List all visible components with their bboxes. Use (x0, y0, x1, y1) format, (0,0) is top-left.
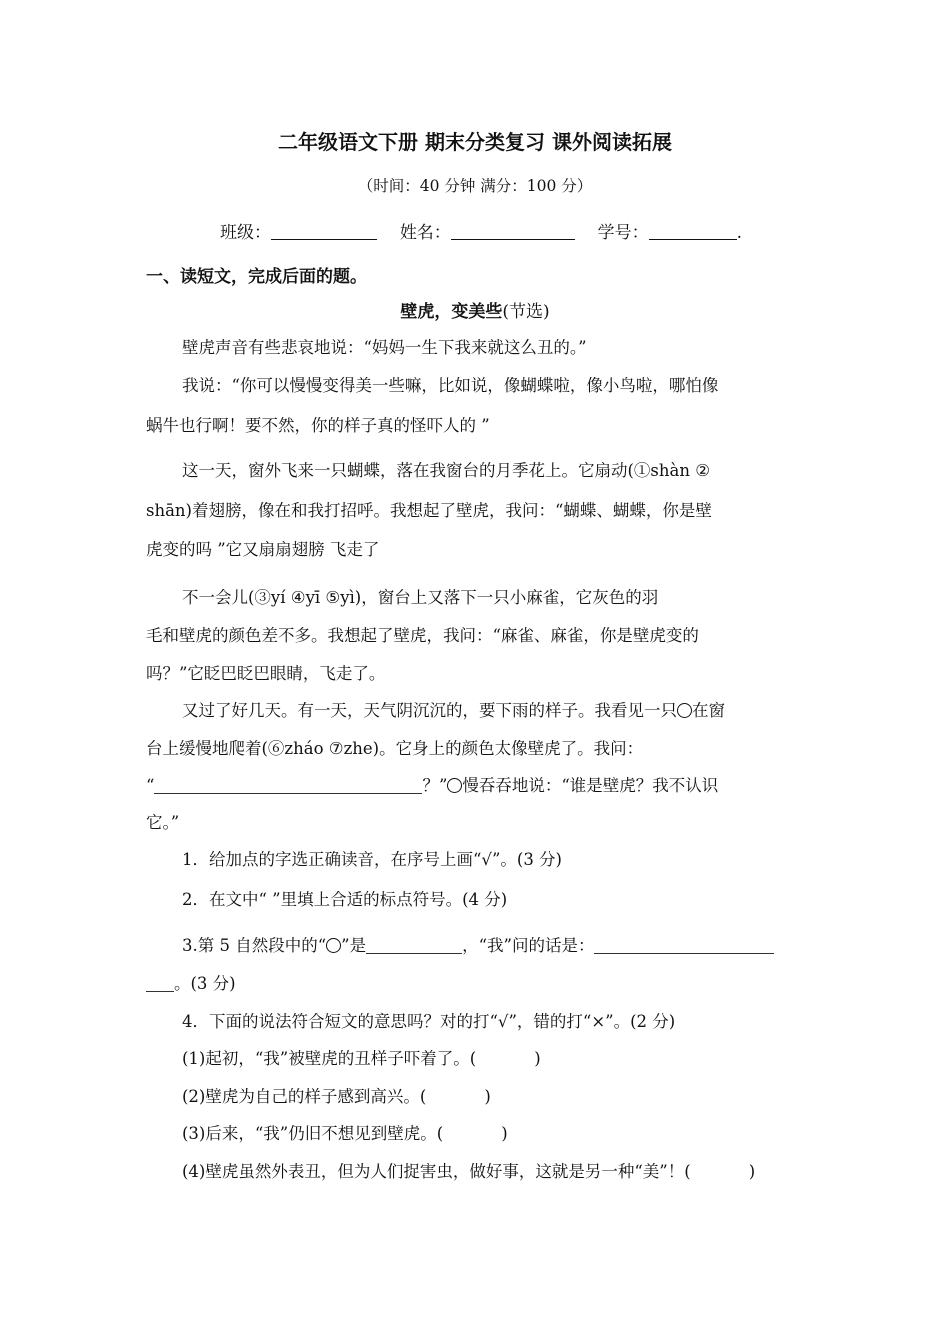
id-blank[interactable] (649, 221, 737, 240)
question-fill-blank[interactable] (154, 775, 422, 794)
student-info-line (220, 218, 742, 243)
circle-placeholder-icon (447, 778, 462, 793)
question-4-item-4 (182, 1158, 755, 1182)
passage-paragraph-3-line-2: shān)着翅膀，像在和我打招呼。我想起了壁虎，我问：“蝴蝶、蝴蝶，你是壁 (146, 501, 712, 520)
name-blank[interactable] (451, 221, 575, 240)
passage-paragraph-5-line-3 (146, 772, 718, 796)
passage-paragraph-2-line-1: 我说：“你可以慢慢变得美一些嘛，比如说，像蝴蝶啦，像小鸟啦，哪怕像 (182, 376, 719, 395)
page-title: 二年级语文下册 期末分类复习 课外阅读拓展 (278, 130, 672, 154)
question-4-item-2 (182, 1083, 491, 1107)
q3-text-a: 3.第 5 自然段中的“ (182, 936, 327, 955)
q3-answer-blank-1[interactable] (366, 935, 462, 954)
close-paren: ) (534, 1049, 541, 1068)
close-paren: ) (484, 1087, 491, 1106)
q3-text-d: 。(3 分) (174, 974, 236, 993)
question-3-cont (146, 970, 236, 994)
q3-answer-blank-2[interactable] (594, 935, 774, 954)
q4-item-4-text: (4)壁虎虽然外表丑，但为人们捉害虫，做好事，这就是另一种“美”！( (182, 1162, 691, 1181)
section-heading: 一、读短文，完成后面的题。 (146, 267, 367, 287)
circle-placeholder-icon (326, 938, 341, 953)
passage-title-main: 壁虎，变美些 (400, 302, 503, 322)
passage-paragraph-1: 壁虎声音有些悲哀地说：“妈妈一生下我来就这么丑的。” (182, 338, 587, 357)
passage-paragraph-5-line-1 (182, 697, 725, 721)
question-2: 2．在文中“ ”里填上合适的标点符号。(4 分) (182, 890, 508, 909)
q4-item-3-text: (3)后来，“我”仍旧不想见到壁虎。( (182, 1124, 444, 1143)
name-label: 姓名： (399, 223, 451, 243)
time-score-info: （时间：40 分钟 满分：100 分） (357, 177, 593, 195)
passage-paragraph-5-line-4: 它。” (146, 813, 180, 832)
question-4-item-1 (182, 1045, 541, 1069)
close-paren: ) (748, 1162, 756, 1181)
close-paren: ) (501, 1124, 508, 1143)
passage-paragraph-3-line-3: 虎变的吗 ”它又扇扇翅膀 飞走了 (146, 540, 380, 559)
p5-line1-text-a: 又过了好几天。有一天，天气阴沉沉的，要下雨的样子。我看见一只 (182, 701, 677, 720)
passage-title (0, 297, 950, 322)
passage-title-note: (节选) (502, 302, 550, 322)
id-label: 学号： (597, 223, 649, 243)
passage-paragraph-3-line-1: 这一天，窗外飞来一只蝴蝶，落在我窗台的月季花上。它扇动(①shàn ② (182, 461, 711, 480)
p5-line3-close-quote: ？” (422, 776, 448, 795)
question-4-item-3 (182, 1120, 508, 1144)
q3-text-b: ”是 (341, 936, 367, 955)
passage-paragraph-4-line-2: 毛和壁虎的颜色差不多。我想起了壁虎，我问：“麻雀、麻雀，你是壁虎变的 (146, 626, 699, 645)
passage-paragraph-5-line-2: 台上缓慢地爬着(⑥zháo ⑦zhe)。它身上的颜色太像壁虎了。我问： (146, 739, 644, 758)
passage-paragraph-4-line-3: 吗？”它眨巴眨巴眼睛，飞走了。 (146, 664, 386, 683)
id-end-mark: . (736, 223, 743, 243)
q4-item-1-text: (1)起初，“我”被壁虎的丑样子吓着了。( (182, 1049, 477, 1068)
question-4: 4．下面的说法符合短文的意思吗？对的打“√”，错的打“×”。(2 分) (182, 1012, 676, 1031)
q3-text-c: ，“我”问的话是： (462, 936, 595, 955)
q4-item-2-text: (2)壁虎为自己的样子感到高兴。( (182, 1087, 427, 1106)
circle-placeholder-icon (677, 703, 692, 718)
p5-line3-text: 慢吞吞地说：“谁是壁虎？我不认识 (462, 776, 719, 795)
p5-line3-open-quote: “ (146, 776, 155, 795)
passage-paragraph-2-line-2: 蜗牛也行啊！要不然，你的样子真的怪吓人的 ” (146, 416, 490, 435)
passage-paragraph-4-line-1: 不一会儿(③yí ④yī ⑤yì)，窗台上又落下一只小麻雀，它灰色的羽 (182, 588, 659, 607)
class-blank[interactable] (271, 221, 377, 240)
question-1: 1．给加点的字选正确读音，在序号上画“√”。(3 分) (182, 850, 562, 869)
p5-line1-text-b: 在窗 (692, 701, 725, 720)
question-3 (182, 932, 774, 956)
q3-answer-blank-2-cont[interactable] (146, 973, 174, 992)
class-label: 班级： (220, 223, 271, 243)
